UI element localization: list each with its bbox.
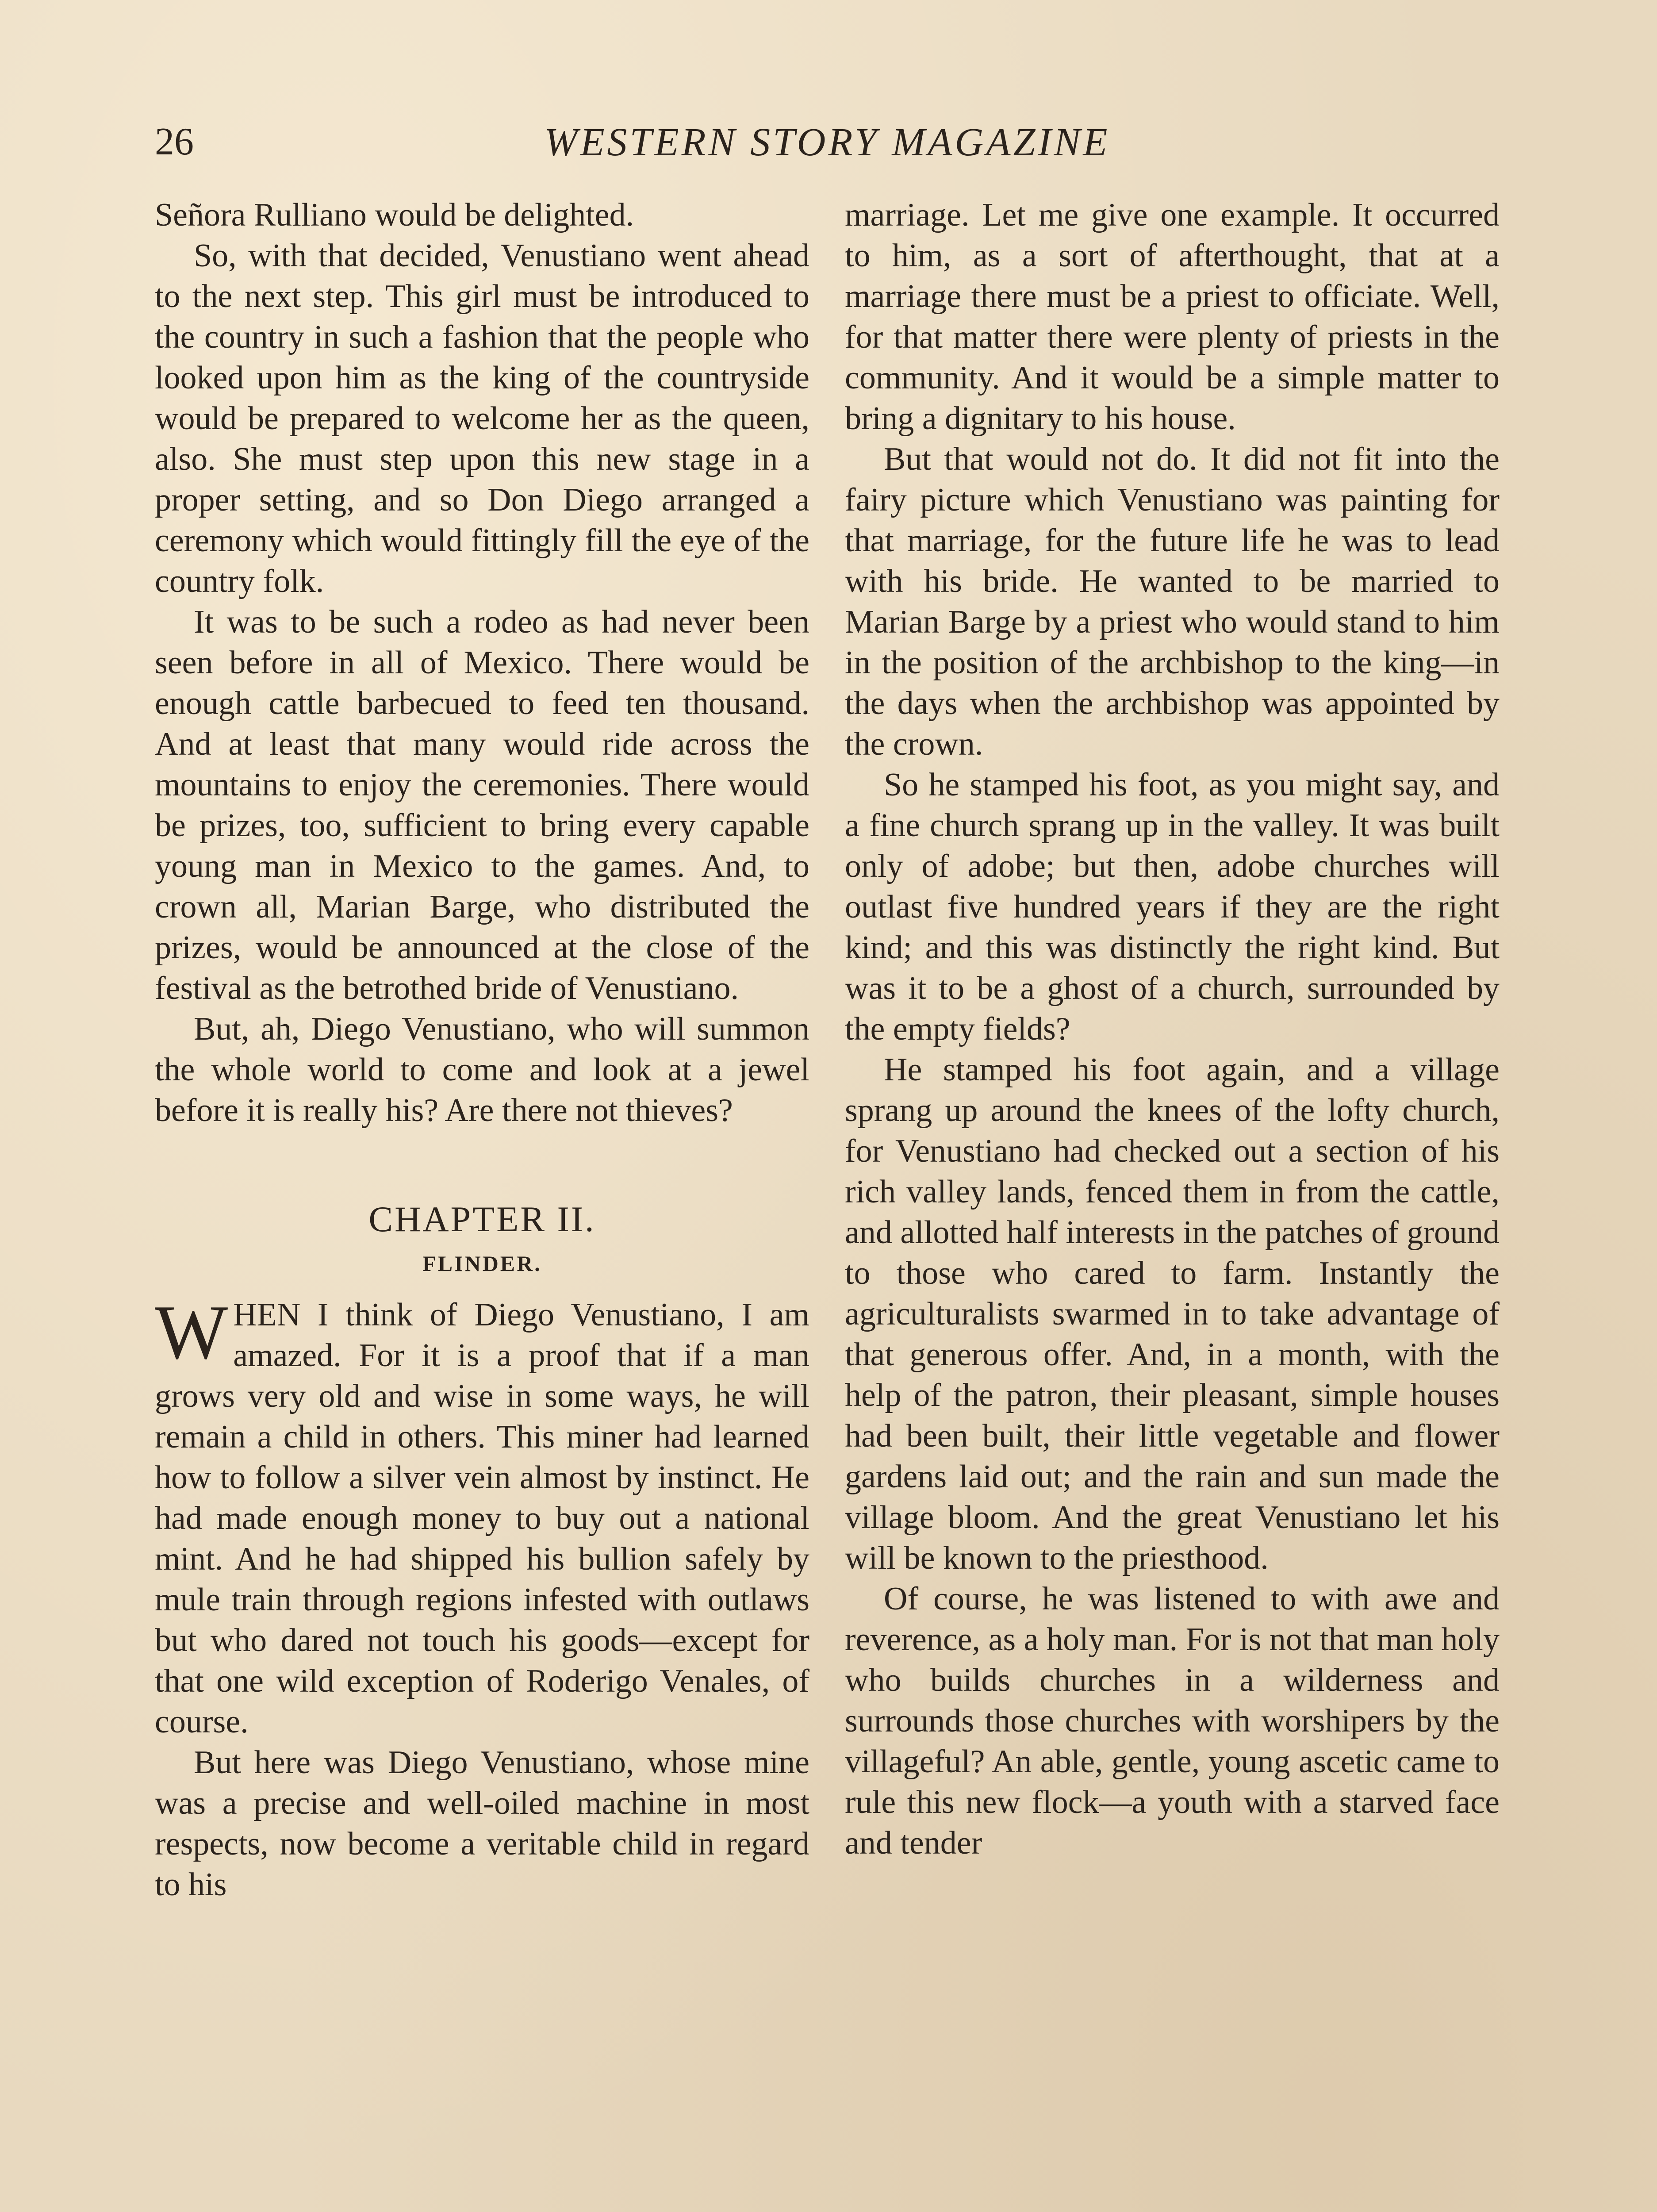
paragraph: Señora Rulliano would be delighted. [155,197,634,233]
paragraph: But that would not do. It did not fit into the fairy picture which Venustiano was painting for that marriage, for the future life he was to lead with his bride. He wanted to be married to Marian Barge by a priest who would stand to him in the position of the archbishop to the king—in the days when the archbishop was appointed by the crown. [845,441,1500,762]
running-head: WESTERN STORY MAGAZINE [544,120,1110,164]
paragraph: It was to be such a rodeo as had never been seen before in all of Mexico. There would be enough cattle barbecued to feed ten thousand. And at least that many would ride across the mountains to enjoy the ceremonies. There would be prizes, too, sufficient to bring every capable young man in Mexico to the games. And, to crown all, Marian Barge, who distributed the prizes, would be announced at the close of the festival as the betrothed bride of Venustiano. [155,604,809,1006]
right-column [845,195,1500,1863]
left-column [155,195,809,1905]
paragraph [155,1289,809,1742]
chapter-title: CHAPTER II. [368,1199,596,1239]
paragraph: But, ah, Diego Venustiano, who will summon the whole world to come and look at a jewel before it is really his? Are there not thieves? [155,1011,809,1129]
drop-cap: W [155,1289,228,1375]
chapter-subtitle: FLINDER. [422,1251,542,1276]
paragraph: Of course, he was listened to with awe and reverence, as a holy man. For is not that man holy who builds churches in a wilderness and surrounds those churches with worshipers by the villageful? An able, gentle, young ascetic came to rule this new flock—a youth with a starved face and tender [845,1581,1500,1861]
page-number: 26 [155,120,194,163]
paragraph: So, with that decided, Venustiano went ahead to the next step. This girl must be introduced to the country in such a fashion that the people who looked upon him as the king of the countryside would be prepared to welcome her as the queen, also. She must step upon this new stage in a proper setting, and so Don Diego arranged a ceremony which would fittingly fill the eye of the country folk. [155,238,809,599]
page-header [155,119,1500,173]
paragraph: So he stamped his foot, as you might say, and a fine church sprang up in the valley. It was built only of adobe; but then, adobe churches will outlast five hundred years if they are the right kind; and this was distinctly the right kind. But was it to be a ghost of a church, surrounded by the empty fields? [845,767,1500,1047]
paragraph: He stamped his foot again, and a village sprang up around the knees of the lofty church, for Venustiano had checked out a section of his rich valley lands, fenced them in from the cattle, and allotted half interests in the patches of ground to those who cared to farm. Instantly the agriculturalists swarmed in to take advantage of that generous offer. And, in a month, with the help of the patron, their pleasant, simple houses had been built, their little vegetable and flower gardens laid out; and the rain and sun made the village bloom. And the great Venustiano let his will be known to the priesthood. [845,1052,1500,1576]
paragraph: marriage. Let me give one example. It occurred to him, as a sort of afterthought, that at a marriage there must be a priest to officiate. Well, for that matter there were plenty of priests in the community. And it would be a simple matter to bring a dignitary to his house. [845,197,1500,437]
paragraph: But here was Diego Venustiano, whose mine was a precise and well-oiled machine in most respects, now become a veritable child in regard to his [155,1744,809,1903]
paragraph-text: HEN I think of Diego Venustiano, I am amazed. For it is a proof that if a man grows very old and wise in some ways, he will remain a child in others. This miner had learned how to follow a silver vein almost by instinct. He had made enough money to buy out a national mint. And he had shipped his bullion safely by mule train through regions infested with outlaws but who dared not touch his goods—except for that one wild exception of Roderigo Venales, of course. [155,1297,809,1740]
